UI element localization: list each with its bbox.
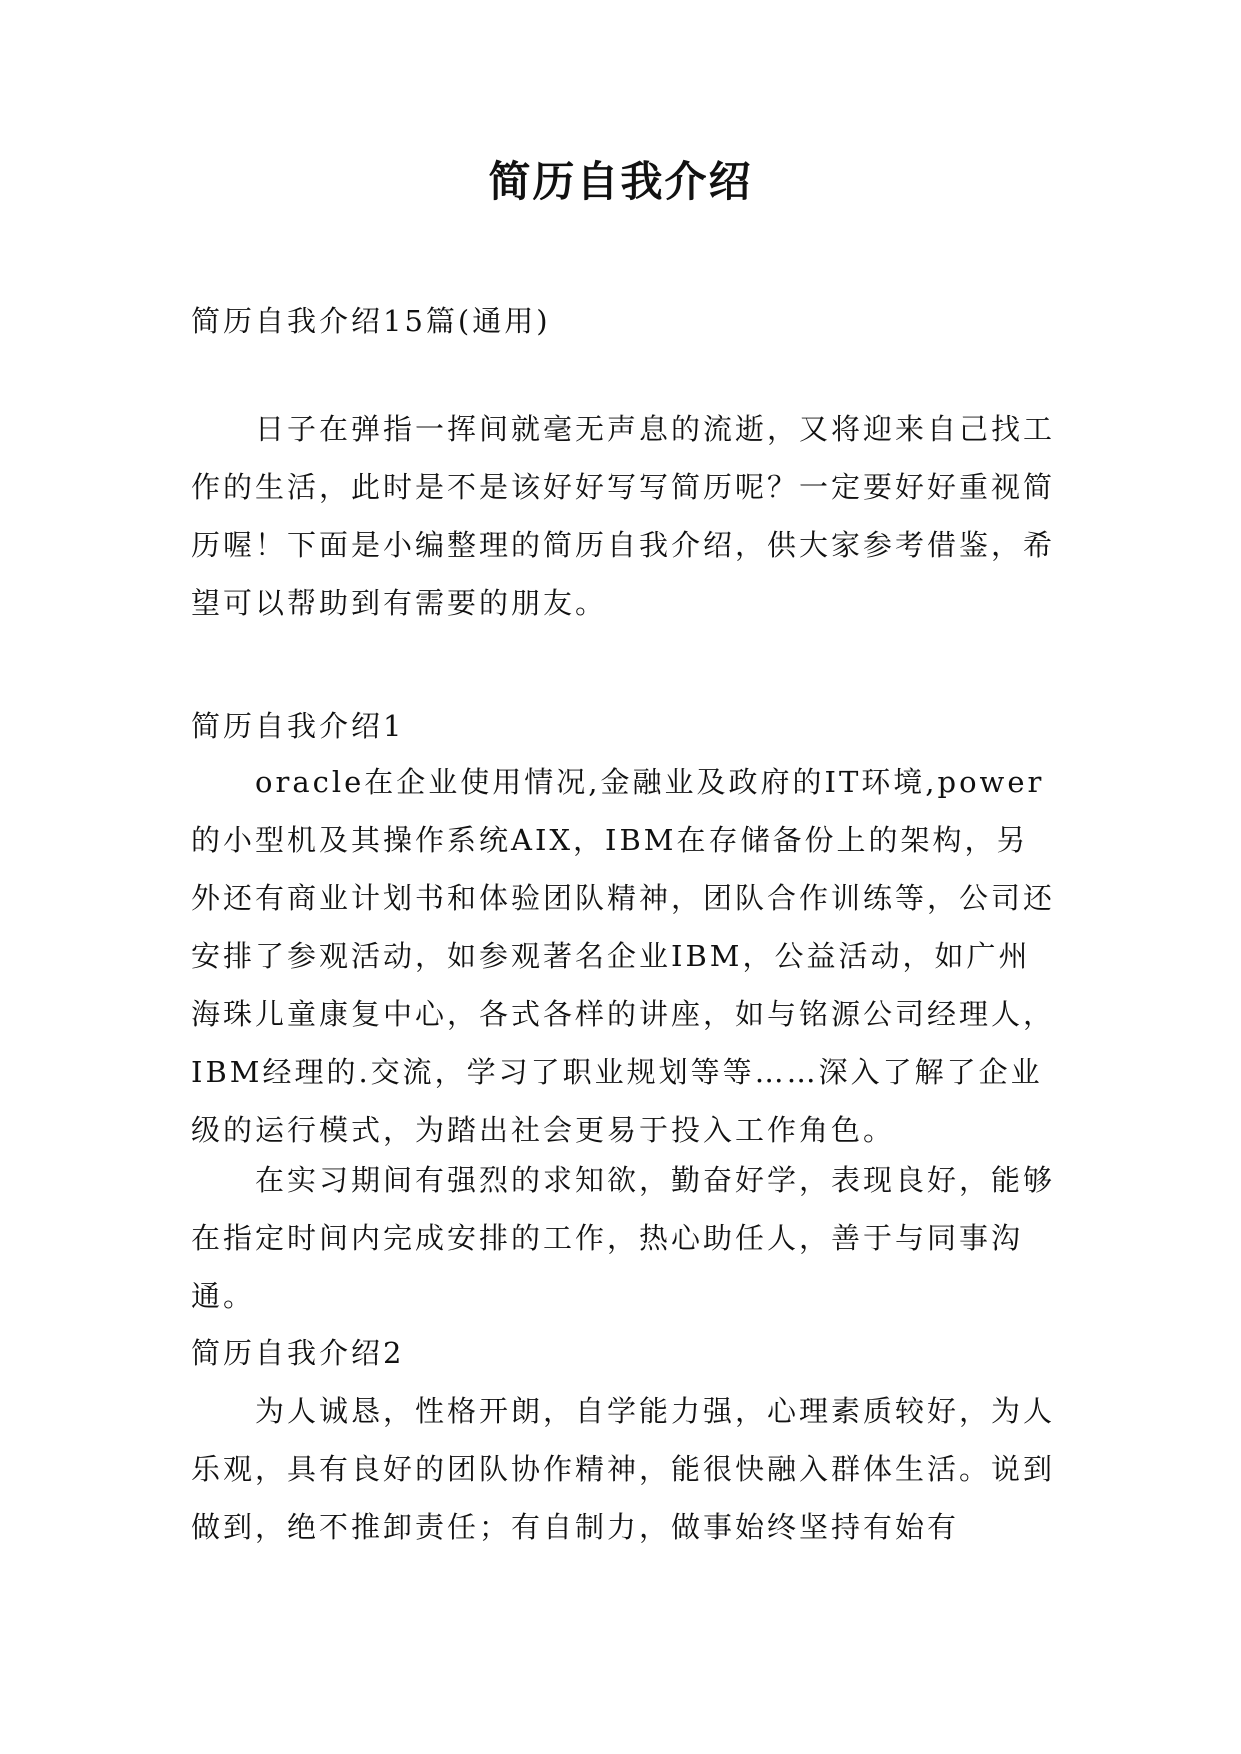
- section-1-paragraph-1: oracle在企业使用情况,金融业及政府的IT环境,power的小型机及其操作系统AIX，IBM在存储备份上的架构，另外还有商业计划书和体验团队精神，团队合作训练等，公司还安排了参观活动，如参观著名企业IBM，公益活动，如广州海珠儿童康复中心，各式各样的讲座，如与铭源公司经理人，IBM经理的.交流，学习了职业规划等等……深入了解了企业级的运行模式，为踏出社会更易于投入工作角色。: [191, 765, 1056, 1147]
- section-heading-1: 简历自我介绍1: [191, 709, 405, 743]
- intro-paragraph: 日子在弹指一挥间就毫无声息的流逝，又将迎来自己找工作的生活，此时是不是该好好写写简历呢？一定要好好重视简历喔！下面是小编整理的简历自我介绍，供大家参考借鉴，希望可以帮助到有需要的朋友。: [191, 412, 1056, 620]
- section-heading-2: 简历自我介绍2: [191, 1336, 405, 1370]
- section-2-paragraph-1: 为人诚恳，性格开朗，自学能力强，心理素质较好，为人乐观，具有良好的团队协作精神，能很快融入群体生活。说到做到，绝不推卸责任；有自制力，做事始终坚持有始有: [191, 1394, 1056, 1544]
- section-1-paragraph-2: 在实习期间有强烈的求知欲，勤奋好学，表现良好，能够在指定时间内完成安排的工作，热心助任人，善于与同事沟通。: [191, 1163, 1056, 1313]
- document-title: 简历自我介绍: [488, 157, 753, 206]
- document-subtitle: 简历自我介绍15篇(通用): [191, 304, 551, 338]
